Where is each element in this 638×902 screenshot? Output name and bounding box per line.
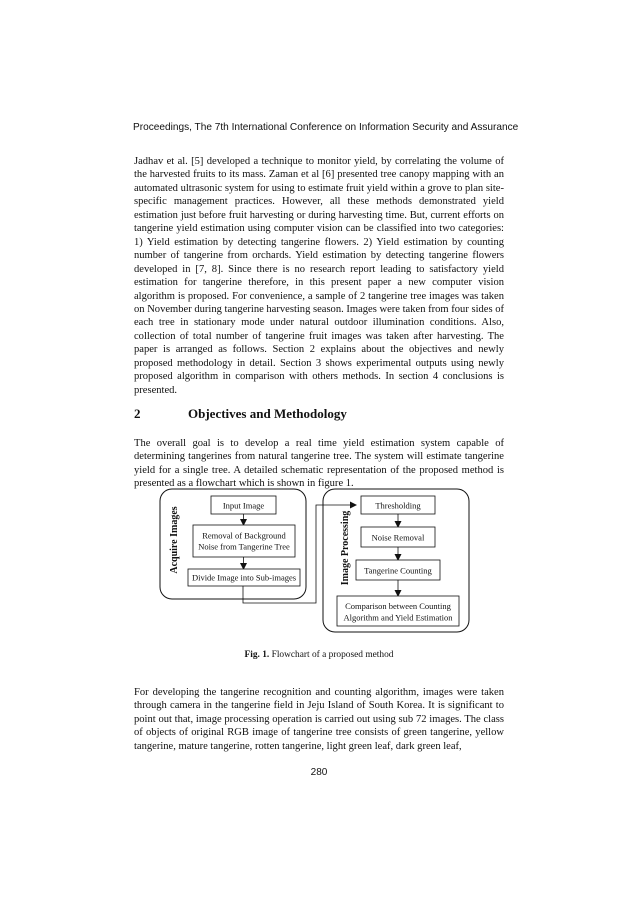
image-processing-label: Image Processing <box>340 510 351 586</box>
thresholding-label: Thresholding <box>375 500 421 511</box>
paragraph-objectives: The overall goal is to develop a real time yield estimation system capable of determining tangerines from natural tangerine tree. The system will estimate tangerine yield for a single tree. A detailed schematic representation of the proposed method is presented as a flowchart which is shown in figure 1. <box>134 438 504 490</box>
comparison-label-2: Algorithm and Yield Estimation <box>343 612 453 623</box>
running-header: Proceedings, The 7th International Conference on Information Security and Assurance <box>133 122 519 133</box>
page-number: 280 <box>310 767 328 778</box>
figure-caption-label: Fig. 1. <box>244 650 270 660</box>
section-number: 2 <box>134 406 141 421</box>
comparison-label-1: Comparison between Counting <box>345 601 451 611</box>
divide-image-label: Divide Image into Sub-images <box>191 572 297 583</box>
tangerine-counting-label: Tangerine Counting <box>364 565 432 576</box>
figure-caption <box>0 650 638 660</box>
figure-caption-text: Flowchart of a proposed method <box>271 650 394 660</box>
acquire-images-label: Acquire Images <box>169 506 180 574</box>
paragraph-method: For developing the tangerine recognition and counting algorithm, images were taken through camera in the tangerine field in Jeju Island of South Korea. It is significant to point out that, image processing operation is carried out using sub 72 images. The class of objects of original RGB image of tangerine tree consists of green tangerine, yellow tangerine, mature tangerine, rotten tangerine, light green leaf, dark green leaf, <box>134 687 504 752</box>
noise-removal-label: Noise Removal <box>371 532 425 543</box>
input-image-label: Input Image <box>222 500 265 511</box>
paragraph-intro: Jadhav et al. [5] developed a technique to monitor yield, by correlating the volume of the harvested fruits to its mass. Zaman et al [6] presented tree canopy mapping with an automated ultrasonic system for using to estimate fruit yield within a grove to plan site-specific management practices. However, all these methods demonstrated yield estimation just before fruit harvesting or during harvesting time. But, current efforts on tangerine yield estimation using computer vision can be classified into two categories: 1) Yield estimation by detecting tangerine flowers. 2) Yield estimation by counting number of tangerine from orchards. Yield estimation by detecting tangerine flowers developed in [7, 8]. Since there is no research report leading to satisfactory yield estimation for tangerine therefore, in this present paper a new computer vision algorithm is proposed. For convenience, a sample of 2 tangerine tree images was taken on November during tangerine harvesting season. Images were taken from four sides of each tree in stationary mode under natural outdoor illumination conditions. Also, collection of total number of tangerine fruit images was taken after harvesting. The paper is arranged as follows. Section 2 explains about the objectives and newly proposed methodology in detail. Section 3 shows experimental outputs using newly proposed algorithm in comparison with others methods. In section 4 conclusions is presented. <box>134 156 504 396</box>
removal-background-label-2: Noise from Tangerine Tree <box>198 541 290 552</box>
section-title: Objectives and Methodology <box>188 406 347 421</box>
removal-background-label-1: Removal of Background <box>202 530 286 541</box>
